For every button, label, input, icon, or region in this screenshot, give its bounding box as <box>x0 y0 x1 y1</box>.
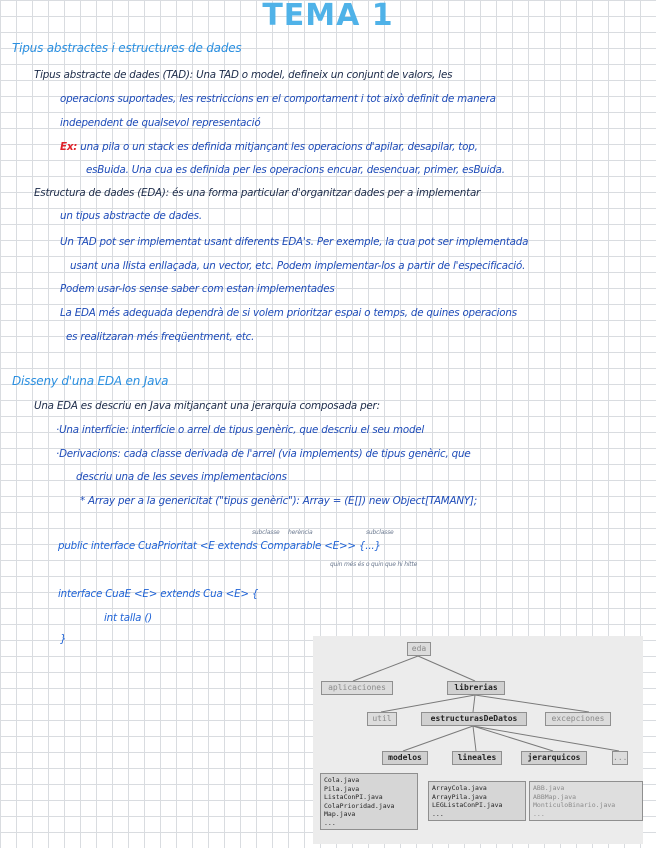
edge-eda-librerias <box>418 656 475 681</box>
node-librerias: librerias <box>447 681 505 695</box>
node-excepciones: excepciones <box>545 712 611 726</box>
modelos-files <box>320 773 418 830</box>
example-text-1: una pila o un stack es definida mitjançant les operacions d'apilar, desapilar, top, <box>80 141 478 153</box>
bullet-derivations-2: descriu una de les seves implementacions <box>76 471 287 483</box>
edge-eda-aplicaciones <box>353 656 418 681</box>
edge-estructuras-jerarquicos <box>473 726 553 751</box>
impl-line-2: usant una llista enllaçada, un vector, etc. Podem implementar-los a partir de l'especificació. <box>70 260 526 272</box>
eda-line-1: Estructura de dades (EDA): és una forma particular d'organitzar dades per a implementar <box>34 187 481 199</box>
section2-heading: Disseny d'una EDA en Java <box>12 374 169 388</box>
file-item: Cola.java <box>324 776 360 784</box>
code-line-2: interface CuaE <E> extends Cua <E> { <box>58 588 259 600</box>
file-item: ... <box>324 818 336 827</box>
file-item: ABBMap.java <box>533 792 577 801</box>
file-item: ... <box>533 809 545 818</box>
example-line-2: esBuida. Una cua es definida per les operacions encuar, desencuar, primer, esBuida. <box>86 164 505 176</box>
jerarquicos-files <box>529 781 643 821</box>
annot-subclass: subclasse <box>252 529 280 536</box>
tad-line-1: Tipus abstracte de dades (TAD): Una TAD o model, defineix un conjunt de valors, les <box>34 69 453 81</box>
impl-line-1: Un TAD pot ser implementat usant diferents EDA's. Per exemple, la cua pot ser implementada <box>60 236 529 248</box>
node-estructuras-de-datos: estructurasDeDatos <box>421 712 527 726</box>
file-item: ABB.java <box>533 784 565 792</box>
file-item: Map.java <box>324 810 356 818</box>
lineales-files <box>428 781 526 821</box>
code-line-1: public interface CuaPrioritat <E extends Comparable <E>> {...} <box>58 540 381 552</box>
code-line-3: int talla () <box>104 612 152 624</box>
file-item: ColaPrioridad.java <box>324 801 395 810</box>
edge-estructuras-lineales <box>473 726 476 751</box>
node-modelos: modelos <box>382 751 428 765</box>
file-item: LEGListaConPI.java <box>432 801 503 809</box>
eda-line-2: un tipus abstracte de dades. <box>60 210 202 222</box>
package-diagram <box>313 636 643 844</box>
annot-under: quin més és o quin que hi hitte <box>330 561 418 568</box>
annot-herencia: herència <box>288 529 313 536</box>
code-line-4: } <box>60 633 67 645</box>
edge-estructuras-modelos <box>403 726 473 751</box>
section1-heading: Tipus abstractes i estructures de dades <box>12 41 242 55</box>
node-util: util <box>367 712 397 726</box>
choice-line-2: es realitzaran més freqüentment, etc. <box>66 331 255 343</box>
bullet-derivations-1: ·Derivacions: cada classe derivada de l'arrel (via implements) de tipus genèric, que <box>56 448 471 460</box>
file-item: ListaConPI.java <box>324 793 383 801</box>
file-item: Pila.java <box>324 784 360 793</box>
tad-line-2: operacions suportades, les restriccions en el comportament i tot això definit de manera <box>60 93 496 105</box>
file-item: MonticuloBinario.java <box>533 801 616 809</box>
edge-estructuras-more <box>473 726 619 751</box>
edge-librerias-estructuras <box>473 695 475 712</box>
node-more: ... <box>612 751 628 765</box>
file-item: ArrayCola.java <box>432 784 487 792</box>
choice-line-1: La EDA més adequada dependrà de si volem prioritzar espai o temps, de quines operacions <box>60 307 517 319</box>
bullet-interface: ·Una interfície: interfície o arrel de tipus genèric, que descriu el seu model <box>56 424 425 436</box>
file-item: ArrayPila.java <box>432 792 487 801</box>
node-jerarquicos: jerarquicos <box>521 751 587 765</box>
file-item: ... <box>432 809 444 818</box>
example-label: Ex: <box>60 141 78 153</box>
edge-librerias-excepciones <box>475 695 589 712</box>
example-line-1 <box>60 141 478 153</box>
node-eda: eda <box>407 642 431 656</box>
edge-librerias-util <box>381 695 475 712</box>
tad-line-3: independent de qualsevol representació <box>60 117 261 129</box>
impl-line-3: Podem usar-los sense saber com estan implementades <box>60 283 335 295</box>
node-lineales: lineales <box>452 751 502 765</box>
annot-subclass-2: subclasse <box>366 529 394 536</box>
array-note: * Array per a la genericitat ("tipus genèric"): Array = (E[]) new Object[TAMANY]; <box>80 495 477 507</box>
section2-intro: Una EDA es descriu en Java mitjançant una jerarquia composada per: <box>34 400 380 412</box>
page-title: TEMA 1 <box>262 0 394 33</box>
node-aplicaciones: aplicaciones <box>321 681 393 695</box>
